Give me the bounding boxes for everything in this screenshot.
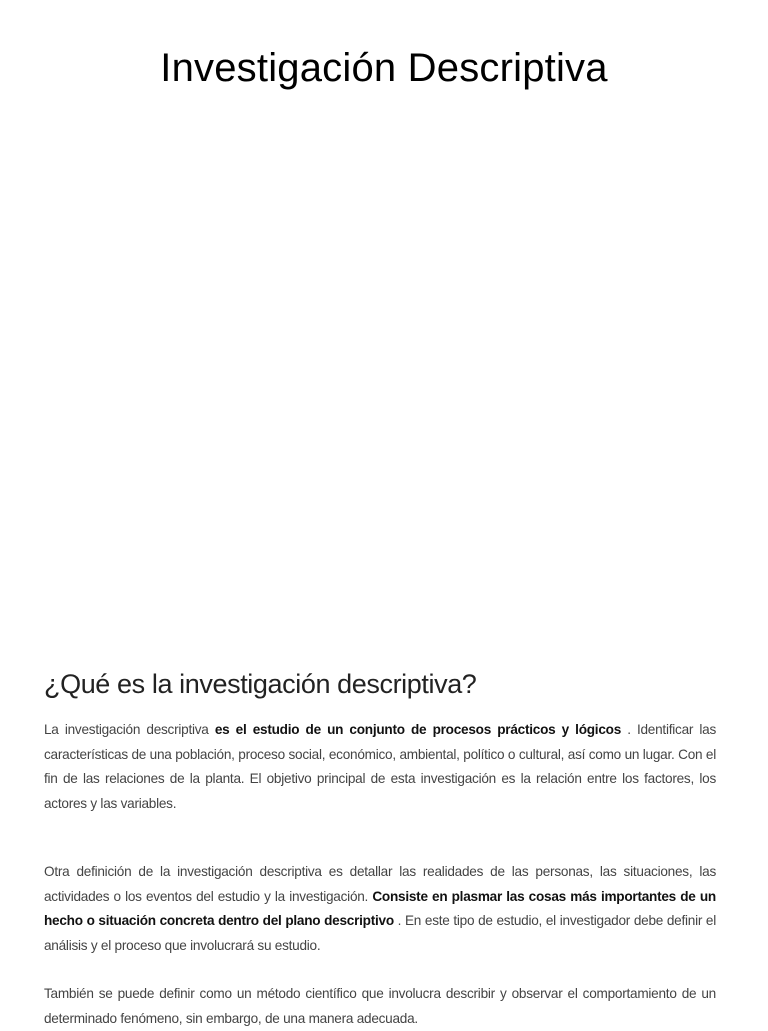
paragraph-definition [44, 718, 716, 816]
section-heading: ¿Qué es la investigación descriptiva? [44, 669, 477, 699]
paragraph-text: . Identificar las características de una población, proceso social, económico, ambiental, político o cultural, así como un lugar. Con el fin de las relaciones de la planta. El objetivo principal de esta investigación es la relación entre los factores, los actores y las variables. [44, 722, 716, 811]
paragraph-other-definition [44, 860, 716, 958]
paragraph-text: Otra definición de la investigación descriptiva es detallar las realidades de las personas, las situaciones, las actividades o los eventos del estudio y la investigación. [44, 864, 716, 904]
paragraph-bold-text: es el estudio de un conjunto de procesos prácticos y lógicos [214, 722, 622, 737]
paragraph-bold-text: Consiste en plasmar las cosas más importantes de un hecho o situación concreta dentro del plano descriptivo [44, 888, 716, 928]
page-title: Investigación Descriptiva [160, 46, 608, 90]
paragraph-text: . En este tipo de estudio, el investigador debe definir el análisis y el proceso que involucrará su estudio. [44, 913, 716, 953]
article-content [44, 664, 716, 1031]
paragraph-text: La investigación descriptiva [44, 722, 215, 737]
paragraph-text: También se puede definir como un método científico que involucra describir y observar el comportamiento de un determinado fenómeno, sin embargo, de una manera adecuada. [44, 986, 716, 1026]
